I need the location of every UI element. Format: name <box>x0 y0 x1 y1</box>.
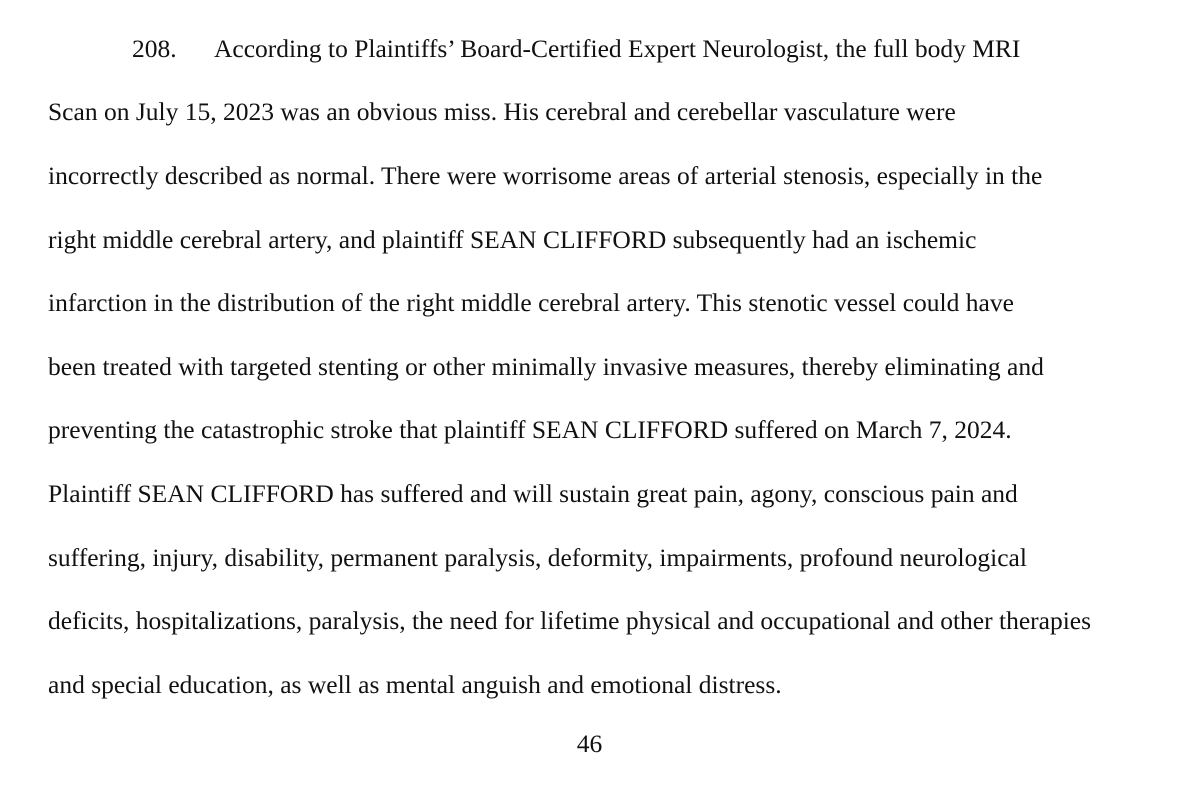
paragraph-line-5: infarction in the distribution of the right middle cerebral artery. This stenotic vessel could have <box>48 288 1014 317</box>
paragraph-line-2: Scan on July 15, 2023 was an obvious miss. His cerebral and cerebellar vasculature were <box>48 97 956 126</box>
paragraph-line-6: been treated with targeted stenting or other minimally invasive measures, thereby eliminating and <box>48 352 1044 381</box>
paragraph-line-1 <box>132 34 1130 64</box>
paragraph-line-3: incorrectly described as normal. There were worrisome areas of arterial stenosis, especially in the <box>48 161 1043 190</box>
paragraph-number: 208. <box>132 34 177 63</box>
paragraph-line-8: Plaintiff SEAN CLIFFORD has suffered and will sustain great pain, agony, conscious pain and <box>48 479 1018 508</box>
paragraph-line-10: deficits, hospitalizations, paralysis, the need for lifetime physical and occupational and other therapies <box>48 606 1092 635</box>
paragraph-line-1-text: According to Plaintiffs’ Board-Certified Expert Neurologist, the full body MRI <box>214 34 1021 63</box>
paragraph-line-7: preventing the catastrophic stroke that plaintiff SEAN CLIFFORD suffered on March 7, 2024. <box>48 415 1012 444</box>
paragraph-line-4: right middle cerebral artery, and plaintiff SEAN CLIFFORD subsequently had an ischemic <box>48 225 977 254</box>
paragraph-line-9: suffering, injury, disability, permanent paralysis, deformity, impairments, profound neurological <box>48 543 1027 572</box>
page-number: 46 <box>576 729 603 758</box>
paragraph-line-11: and special education, as well as mental anguish and emotional distress. <box>48 670 782 699</box>
